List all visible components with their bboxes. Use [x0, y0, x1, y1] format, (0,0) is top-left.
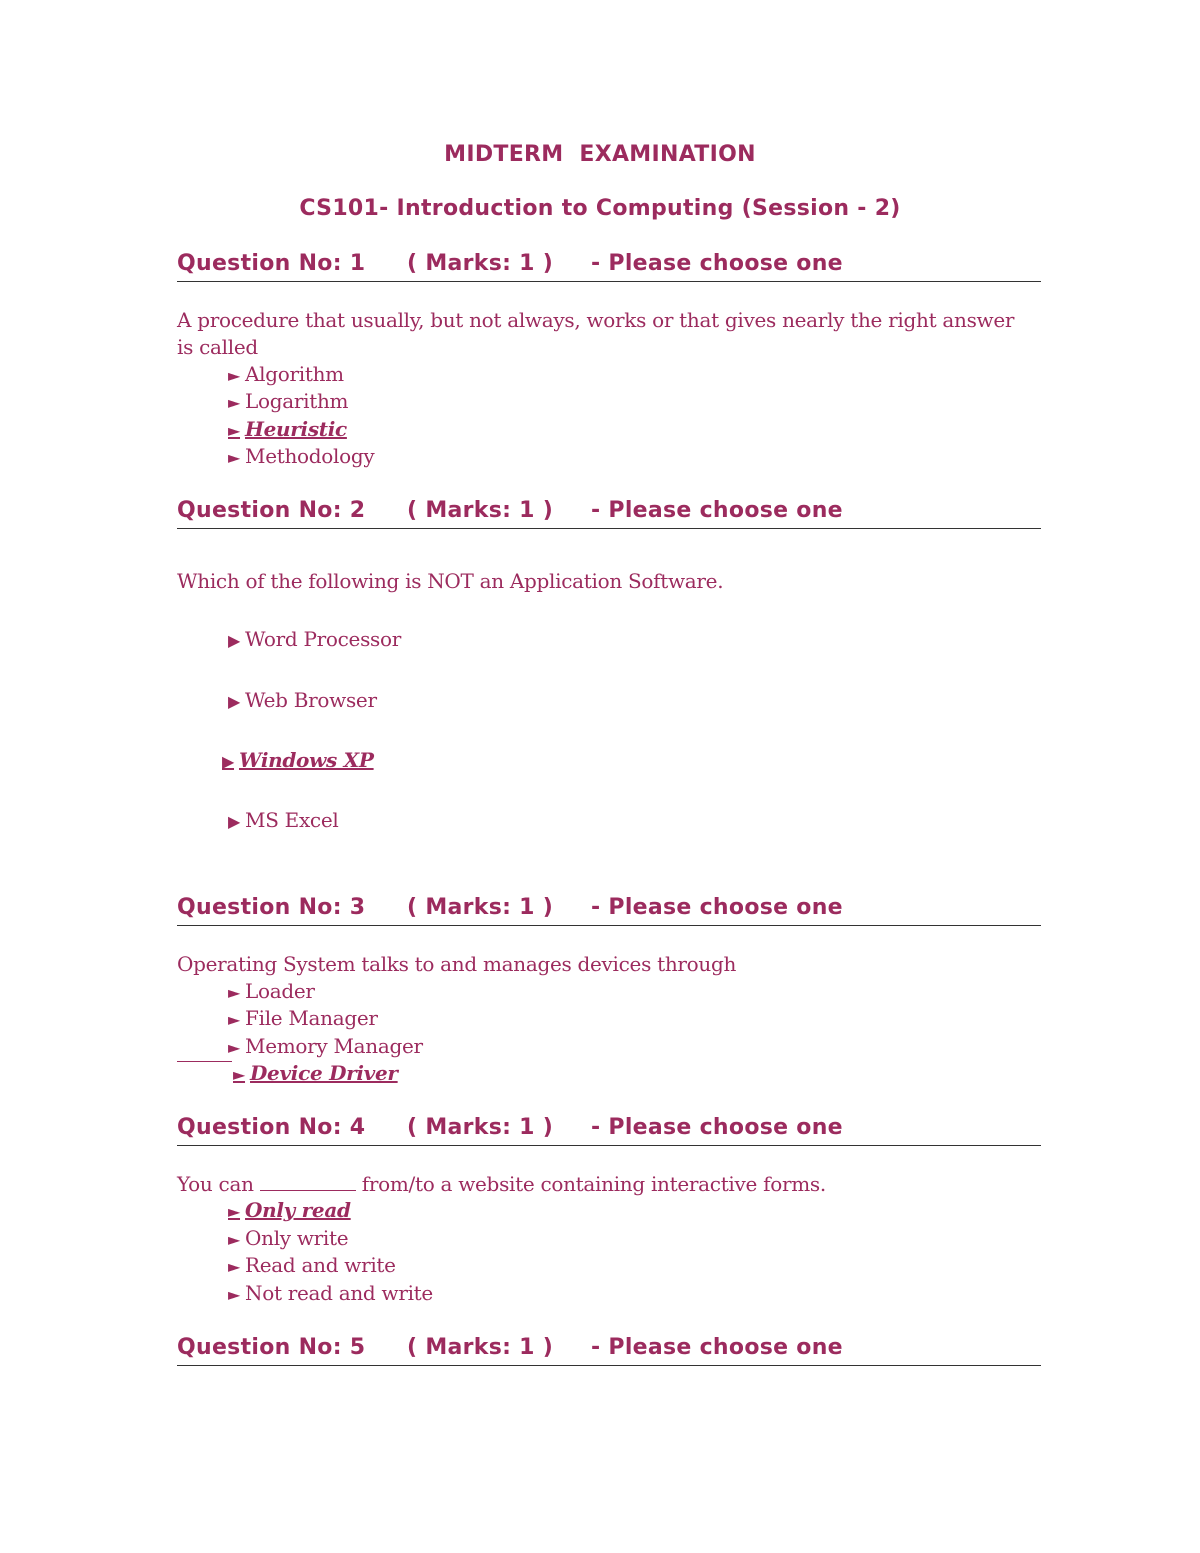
question-marks: ( Marks: 1 )	[407, 1115, 554, 1140]
question-instruction: - Please choose one	[591, 498, 843, 523]
question-1-header	[177, 251, 1041, 282]
option-label: Memory Manager	[245, 1034, 423, 1058]
question-1-option-c-correct	[228, 417, 347, 441]
exam-title: MIDTERM EXAMINATION	[444, 142, 756, 167]
question-instruction: - Please choose one	[591, 1335, 843, 1360]
question-1-text: A procedure that usually, but not always, works or that gives nearly the right answer is called	[177, 308, 1015, 359]
question-1-option-d	[228, 444, 374, 468]
option-label: Logarithm	[245, 389, 349, 413]
option-label: MS Excel	[245, 808, 339, 832]
right-pointer-icon: ►	[228, 1257, 241, 1276]
question-number: Question No: 3	[177, 895, 366, 920]
question-4-option-d	[228, 1281, 433, 1305]
question-number: Question No: 2	[177, 498, 366, 523]
option-label: Not read and write	[245, 1281, 433, 1305]
text-after-blank: from/to a website containing interactive forms.	[361, 1172, 826, 1196]
question-2-option-d	[228, 808, 338, 832]
question-3-header	[177, 895, 1041, 926]
option-label: Loader	[245, 979, 315, 1003]
option-label: Web Browser	[245, 688, 377, 712]
question-2-text: Which of the following is NOT an Application Software.	[177, 569, 724, 593]
option-label: Read and write	[245, 1253, 396, 1277]
question-2-option-c-correct	[222, 748, 374, 772]
question-instruction: - Please choose one	[591, 251, 843, 276]
right-pointer-icon: ▶	[228, 692, 241, 711]
right-pointer-icon: ▶	[222, 752, 235, 771]
right-pointer-icon: ►	[228, 366, 241, 385]
question-number: Question No: 1	[177, 251, 366, 276]
question-4-option-c	[228, 1253, 396, 1277]
right-pointer-icon: ►	[228, 1010, 241, 1029]
right-pointer-icon: ►	[228, 393, 241, 412]
option-label: Methodology	[245, 444, 375, 468]
question-4-option-b	[228, 1226, 348, 1250]
text-before-blank: You can	[177, 1172, 254, 1196]
right-pointer-icon: ►	[228, 421, 241, 440]
question-4-text	[177, 1171, 1027, 1198]
question-3-option-c	[228, 1034, 423, 1058]
question-marks: ( Marks: 1 )	[407, 1335, 554, 1360]
right-pointer-icon: ►	[228, 1038, 241, 1057]
question-4-header	[177, 1115, 1041, 1146]
question-2-option-b	[228, 688, 377, 712]
right-pointer-icon: ►	[228, 1285, 241, 1304]
option-label: File Manager	[245, 1006, 378, 1030]
option-label: Word Processor	[245, 627, 402, 651]
question-3-text: Operating System talks to and manages devices through	[177, 952, 737, 976]
option-label: Only read	[245, 1198, 351, 1222]
right-pointer-icon: ►	[228, 1202, 241, 1221]
question-marks: ( Marks: 1 )	[407, 498, 554, 523]
question-instruction: - Please choose one	[591, 895, 843, 920]
question-5-header	[177, 1335, 1041, 1366]
question-1-option-a	[228, 362, 344, 386]
question-4-option-a-correct	[228, 1198, 351, 1222]
question-instruction: - Please choose one	[591, 1115, 843, 1140]
course-title: CS101- Introduction to Computing (Session - 2)	[299, 196, 901, 221]
option-label: Windows XP	[239, 748, 374, 772]
option-label: Only write	[245, 1226, 349, 1250]
question-3-option-b	[228, 1006, 378, 1030]
right-pointer-icon: ►	[228, 448, 241, 467]
question-3-option-d-correct	[233, 1061, 398, 1085]
right-pointer-icon: ►	[233, 1065, 246, 1084]
question-marks: ( Marks: 1 )	[407, 895, 554, 920]
answer-underline	[177, 1061, 232, 1062]
option-label: Device Driver	[250, 1061, 398, 1085]
right-pointer-icon: ►	[228, 983, 241, 1002]
right-pointer-icon: ▶	[228, 631, 241, 650]
fill-in-blank	[260, 1172, 356, 1191]
option-label: Algorithm	[245, 362, 344, 386]
right-pointer-icon: ▶	[228, 812, 241, 831]
right-pointer-icon: ►	[228, 1230, 241, 1249]
question-number: Question No: 5	[177, 1335, 366, 1360]
question-2-header	[177, 498, 1041, 529]
question-2-option-a	[228, 627, 401, 651]
question-number: Question No: 4	[177, 1115, 366, 1140]
question-marks: ( Marks: 1 )	[407, 251, 554, 276]
option-label: Heuristic	[245, 417, 347, 441]
question-1-option-b	[228, 389, 348, 413]
question-3-option-a	[228, 979, 315, 1003]
